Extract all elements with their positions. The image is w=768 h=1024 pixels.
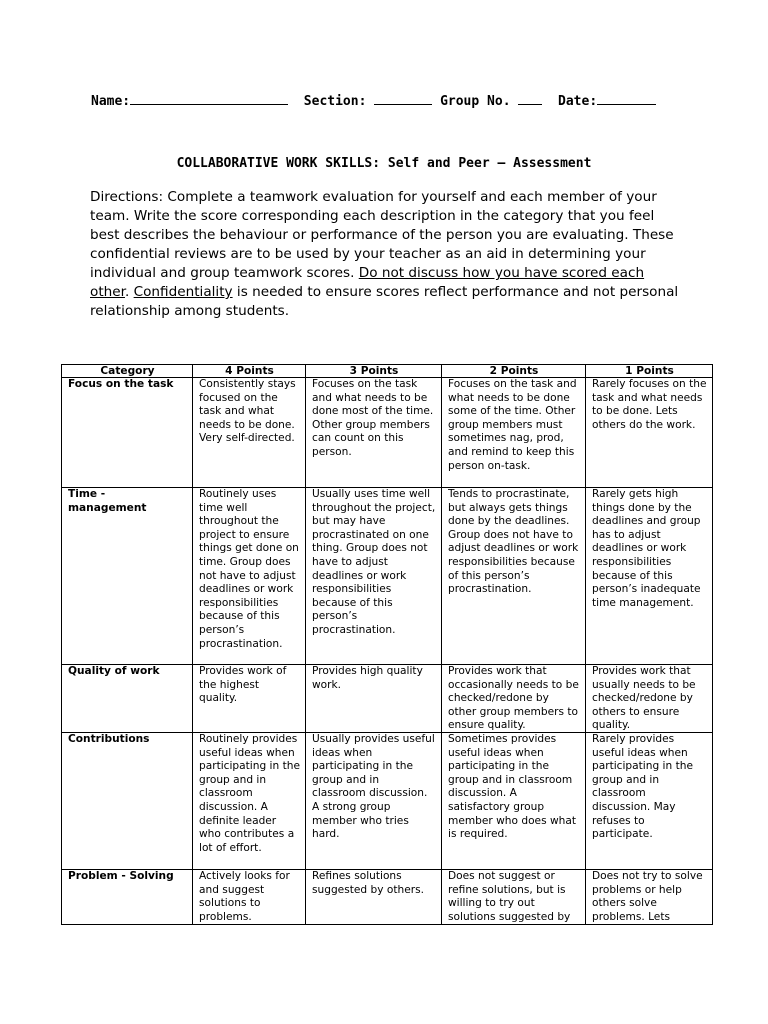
group-blank[interactable] [518, 92, 542, 105]
document-title: COLLABORATIVE WORK SKILLS: Self and Peer – Assessment [176, 156, 592, 171]
category-cell [62, 733, 193, 870]
header-category: Category [62, 365, 193, 378]
rubric-text: Provides high quality work. [312, 665, 423, 691]
category-cell [62, 488, 193, 665]
rubric-text: Rarely gets high things done by the deadlines and group has to adjust deadlines or work responsibilities because of this person’s inadequate time management. [592, 488, 701, 609]
rubric-cell [306, 488, 442, 665]
rubric-cell [586, 488, 713, 665]
category-cell [62, 870, 193, 925]
rubric-text: Sometimes provides useful ideas when participating in the group and in classroom discussion. A satisfactory group member who does what is required. [448, 733, 576, 841]
table-row [62, 488, 713, 665]
rubric-text: Does not suggest or refine solutions, but is willing to try out solutions suggested by [448, 870, 571, 923]
rubric-cell [306, 733, 442, 870]
rubric-text: Actively looks for and suggest solutions to problems. [199, 870, 290, 923]
rubric-text: Refines solutions suggested by others. [312, 870, 424, 896]
directions-text-2: . [124, 284, 134, 300]
rubric-text: Does not try to solve problems or help others solve problems. Lets [592, 870, 703, 923]
table-header-row [62, 365, 713, 378]
rubric-cell [306, 665, 442, 733]
date-label: Date: [558, 94, 598, 109]
directions-paragraph [90, 188, 680, 321]
header-3-points: 3 Points [306, 365, 442, 378]
category-cell [62, 378, 193, 488]
rubric-cell [586, 378, 713, 488]
rubric-text: Focuses on the task and what needs to be done most of the time. Other group members can count on this person. [312, 378, 434, 458]
category-label: Contributions [68, 733, 150, 745]
rubric-cell [586, 870, 713, 925]
category-label: Quality of work [68, 665, 160, 677]
student-info-line [91, 92, 691, 110]
rubric-cell [586, 733, 713, 870]
rubric-table [61, 364, 713, 925]
rubric-text: Usually provides useful ideas when participating in the group and in classroom discussion. A strong group member who tries hard. [312, 733, 435, 841]
header-1-points: 1 Points [586, 365, 713, 378]
header-2-points: 2 Points [442, 365, 586, 378]
category-label: Time - management [68, 488, 147, 514]
category-label: Focus on the task [68, 378, 174, 390]
rubric-cell [442, 733, 586, 870]
rubric-cell [586, 665, 713, 733]
rubric-cell [193, 665, 306, 733]
rubric-text: Provides work that usually needs to be checked/redone by others to ensure quality. [592, 665, 696, 732]
rubric-text: Consistently stays focused on the task and what needs to be done. Very self-directed. [199, 378, 296, 445]
rubric-cell [442, 488, 586, 665]
rubric-cell [193, 870, 306, 925]
table-row [62, 870, 713, 925]
rubric-cell [193, 378, 306, 488]
rubric-cell [193, 488, 306, 665]
header-4-points: 4 Points [193, 365, 306, 378]
name-blank[interactable] [130, 92, 288, 105]
rubric-text: Rarely provides useful ideas when participating in the group and in classroom discussion. May refuses to participate. [592, 733, 693, 841]
directions-text-3: is needed to ensure scores reflect performance and not personal relationship among students. [90, 284, 679, 319]
rubric-cell [306, 870, 442, 925]
rubric-cell [442, 870, 586, 925]
rubric-cell [306, 378, 442, 488]
table-row [62, 733, 713, 870]
section-label: Section: [303, 94, 367, 109]
rubric-cell [193, 733, 306, 870]
section-blank[interactable] [374, 92, 432, 105]
rubric-cell [442, 378, 586, 488]
table-row [62, 378, 713, 488]
group-label: Group No. [440, 94, 511, 109]
rubric-text: Rarely focuses on the task and what needs to be done. Lets others do the work. [592, 378, 707, 431]
rubric-text: Usually uses time well throughout the project, but may have procrastinated on one thing. Group does not have to adjust deadlines or work responsibilities because of this person’s procrastination. [312, 488, 436, 636]
directions-underline-1: Do not discuss how you have scored each other [90, 265, 645, 300]
category-label: Problem - Solving [68, 870, 174, 882]
rubric-cell [442, 665, 586, 733]
date-blank[interactable] [597, 92, 656, 105]
directions-text-1: Directions: Complete a teamwork evaluation for yourself and each member of your team. Write the score corresponding each description in the category that you feel best describes the behaviour or performance of the person you are evaluating. These confidential reviews are to be used by your teacher as an aid in determining your individual and group teamwork scores. [90, 189, 674, 281]
rubric-text: Tends to procrastinate, but always gets things done by the deadlines. Group does not have to adjust deadlines or work responsibilities because of this person’s procrastination. [448, 488, 579, 596]
rubric-text: Routinely uses time well throughout the project to ensure things get done on time. Group does not have to adjust deadlines or work responsibilities because of this person’s procrastination. [199, 488, 299, 650]
rubric-text: Provides work of the highest quality. [199, 665, 287, 705]
rubric-text: Routinely provides useful ideas when participating in the group and in classroom discussion. A definite leader who contributes a lot of effort. [199, 733, 300, 854]
rubric-text: Focuses on the task and what needs to be done some of the time. Other group members must sometimes nag, prod, and remind to keep this person on-task. [448, 378, 577, 472]
table-row [62, 665, 713, 733]
directions-underline-2: Confidentiality [133, 284, 233, 300]
rubric-text: Provides work that occasionally needs to be checked/redone by other group members to ensure quality. [448, 665, 579, 732]
category-cell [62, 665, 193, 733]
name-label: Name: [91, 94, 131, 109]
